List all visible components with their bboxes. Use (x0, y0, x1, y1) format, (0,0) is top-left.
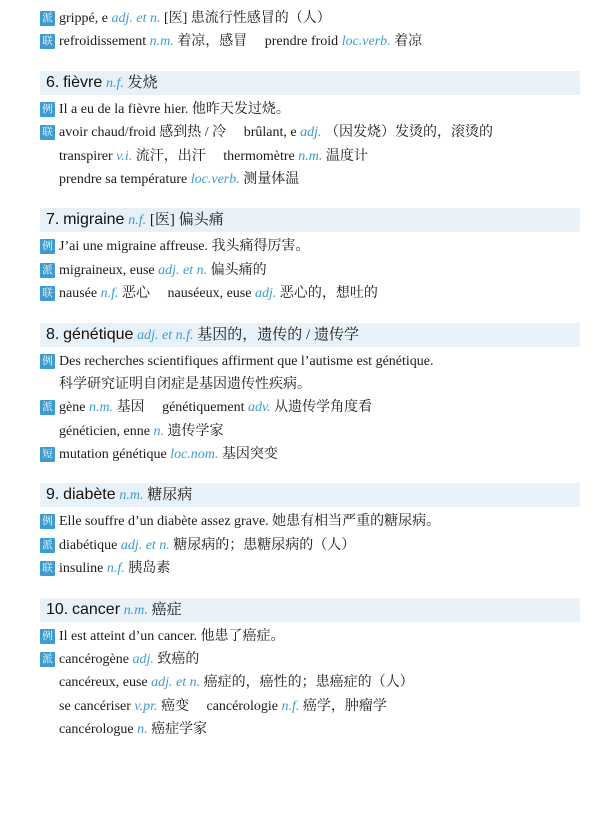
entry-number: 7. (46, 211, 60, 229)
part-of-speech: adj. (300, 125, 322, 141)
translation: 着凉 (394, 34, 423, 50)
translation: 温度计 (325, 148, 368, 164)
entry-number: 8. (46, 325, 60, 343)
part-of-speech: adj. (132, 652, 154, 668)
word: mutation génétique (59, 447, 167, 463)
part-of-speech: adv. (247, 400, 271, 416)
phrase-entry (40, 446, 580, 469)
translation: [医] 偏头痛 (149, 212, 224, 229)
translation: 偏头痛的 (210, 262, 267, 278)
translation: 糖尿病 (147, 487, 193, 504)
related-entry-continued (40, 171, 580, 194)
word: généticien, enne (59, 423, 150, 439)
word: grippé, e (59, 11, 108, 26)
word: nauséeux, euse (167, 286, 252, 302)
headword: génétique (63, 325, 134, 343)
vocabulary-page (40, 10, 580, 745)
example-text: Il a eu de la fièvre hier. 他昨天发过烧。 (59, 101, 290, 117)
entry-heading (40, 71, 580, 95)
word: brûlant, e (243, 125, 297, 141)
translation: （因发烧）发烫的，滚烫的 (324, 125, 493, 141)
translation: 癌变 (160, 698, 189, 714)
derived-entry (40, 10, 580, 33)
word: transpirer (59, 148, 113, 164)
example-line (40, 238, 580, 261)
derived-tag: 派 (40, 538, 55, 553)
translation: 恶心 (121, 286, 150, 302)
part-of-speech: loc.verb. (341, 34, 391, 50)
part-of-speech: n.m. (88, 400, 114, 416)
part-of-speech: adj. et n.f. (137, 327, 194, 343)
entry-heading (40, 208, 580, 232)
part-of-speech: loc.nom. (170, 447, 219, 463)
translation: [医] 患流行性感冒的（人） (163, 11, 331, 26)
word: génétiquement (162, 400, 245, 416)
part-of-speech: adj. et n. (158, 262, 208, 278)
part-of-speech: adj. et n. (120, 537, 170, 553)
part-of-speech: adj. (254, 286, 277, 302)
part-of-speech: n.f. (100, 286, 119, 302)
derived-tag: 派 (40, 652, 55, 667)
entry-number: 10. (46, 600, 69, 618)
translation: 基因的，遗传的 / 遗传学 (197, 326, 359, 343)
headword: cancer (72, 600, 121, 618)
derived-entry-continued (40, 721, 580, 744)
part-of-speech: n.m. (119, 488, 144, 504)
word: cancérogène (59, 652, 129, 668)
translation: 致癌的 (157, 652, 200, 668)
part-of-speech: n.f. (106, 561, 125, 577)
related-entry (40, 285, 580, 308)
related-tag: 联 (40, 286, 55, 301)
example-line (40, 101, 580, 124)
related-entry (40, 560, 580, 583)
related-tag: 联 (40, 125, 55, 140)
part-of-speech: adj. et n. (111, 11, 161, 26)
translation: 着凉，感冒 (177, 34, 248, 50)
example-tag: 例 (40, 514, 55, 529)
word: diabétique (59, 537, 118, 553)
translation: 癌学，肿瘤学 (302, 698, 387, 714)
translation: 癌症学家 (151, 722, 208, 738)
word: cancérologie (206, 698, 278, 714)
example-tag: 例 (40, 102, 55, 117)
translation: 测量体温 (243, 171, 300, 187)
entry-heading (40, 483, 580, 507)
word: migraineux, euse (59, 262, 155, 278)
entry-heading (40, 323, 580, 347)
related-tag: 联 (40, 34, 55, 49)
part-of-speech: n.f. (281, 698, 300, 714)
example-line (40, 628, 580, 651)
translation: 从遗传学角度看 (274, 400, 373, 416)
example-translation (40, 376, 580, 399)
phrase-tag: 短 (40, 447, 55, 462)
example-line (40, 513, 580, 536)
translation: 基因突变 (221, 447, 278, 463)
word: avoir chaud/froid 感到热 / 冷 (59, 125, 227, 141)
example-text: Il est atteint d’un cancer. 他患了癌症。 (59, 628, 285, 644)
example-text: J’ai une migraine affreuse. 我头痛得厉害。 (59, 239, 310, 255)
part-of-speech: n. (153, 423, 164, 439)
example-tag: 例 (40, 629, 55, 644)
word: prendre froid (264, 34, 339, 50)
derived-tag: 派 (40, 11, 55, 26)
part-of-speech: adj. et n. (151, 675, 201, 691)
headword: diabète (63, 486, 116, 504)
part-of-speech: v.i. (116, 148, 133, 164)
translation: 流汗，出汗 (135, 148, 206, 164)
related-tag: 联 (40, 561, 55, 576)
example-text: Elle souffre d’un diabète assez grave. 她患有相当严重的糖尿病。 (59, 514, 441, 530)
part-of-speech: n.f. (128, 213, 147, 229)
translation: 基因 (116, 400, 145, 416)
part-of-speech: n.m. (123, 602, 148, 618)
derived-entry-continued (40, 423, 580, 446)
translation: 糖尿病的；患糖尿病的（人） (173, 537, 356, 553)
related-entry (40, 33, 580, 56)
part-of-speech: n.f. (105, 75, 124, 91)
translation: 发烧 (127, 74, 158, 91)
word: gène (59, 400, 86, 416)
entry-number: 6. (46, 73, 60, 91)
related-entry (40, 124, 580, 147)
part-of-speech: n. (137, 722, 148, 738)
word: insuline (59, 561, 104, 577)
translation: 胰岛素 (128, 561, 171, 577)
derived-entry-continued (40, 698, 580, 721)
word: cancéreux, euse (59, 675, 148, 691)
part-of-speech: n.m. (149, 34, 174, 50)
entry-number: 9. (46, 486, 60, 504)
word: nausée (59, 286, 98, 302)
part-of-speech: n.m. (298, 148, 323, 164)
translation: 遗传学家 (167, 423, 224, 439)
word: thermomètre (223, 148, 295, 164)
derived-entry (40, 262, 580, 285)
word: prendre sa température (59, 171, 188, 187)
derived-tag: 派 (40, 263, 55, 278)
translation: 科学研究证明自闭症是基因遗传性疾病。 (59, 376, 311, 392)
derived-entry (40, 651, 580, 674)
headword: fièvre (63, 73, 103, 91)
part-of-speech: v.pr. (134, 698, 158, 714)
translation: 恶心的，想吐的 (279, 286, 378, 302)
example-line (40, 353, 580, 376)
part-of-speech: loc.verb. (190, 171, 240, 187)
translation: 癌症 (151, 601, 182, 618)
related-entry-continued (40, 148, 580, 171)
example-text: Des recherches scientifiques affirment que l’autisme est génétique. (59, 353, 434, 369)
derived-entry (40, 399, 580, 422)
headword: migraine (63, 211, 125, 229)
word: refroidissement (59, 34, 147, 50)
derived-entry (40, 537, 580, 560)
example-tag: 例 (40, 239, 55, 254)
example-tag: 例 (40, 354, 55, 369)
entry-heading (40, 598, 580, 622)
derived-tag: 派 (40, 400, 55, 415)
word: cancérologue (59, 722, 134, 738)
derived-entry-continued (40, 674, 580, 697)
word: se cancériser (59, 698, 131, 714)
translation: 癌症的，癌性的；患癌症的（人） (203, 675, 414, 691)
